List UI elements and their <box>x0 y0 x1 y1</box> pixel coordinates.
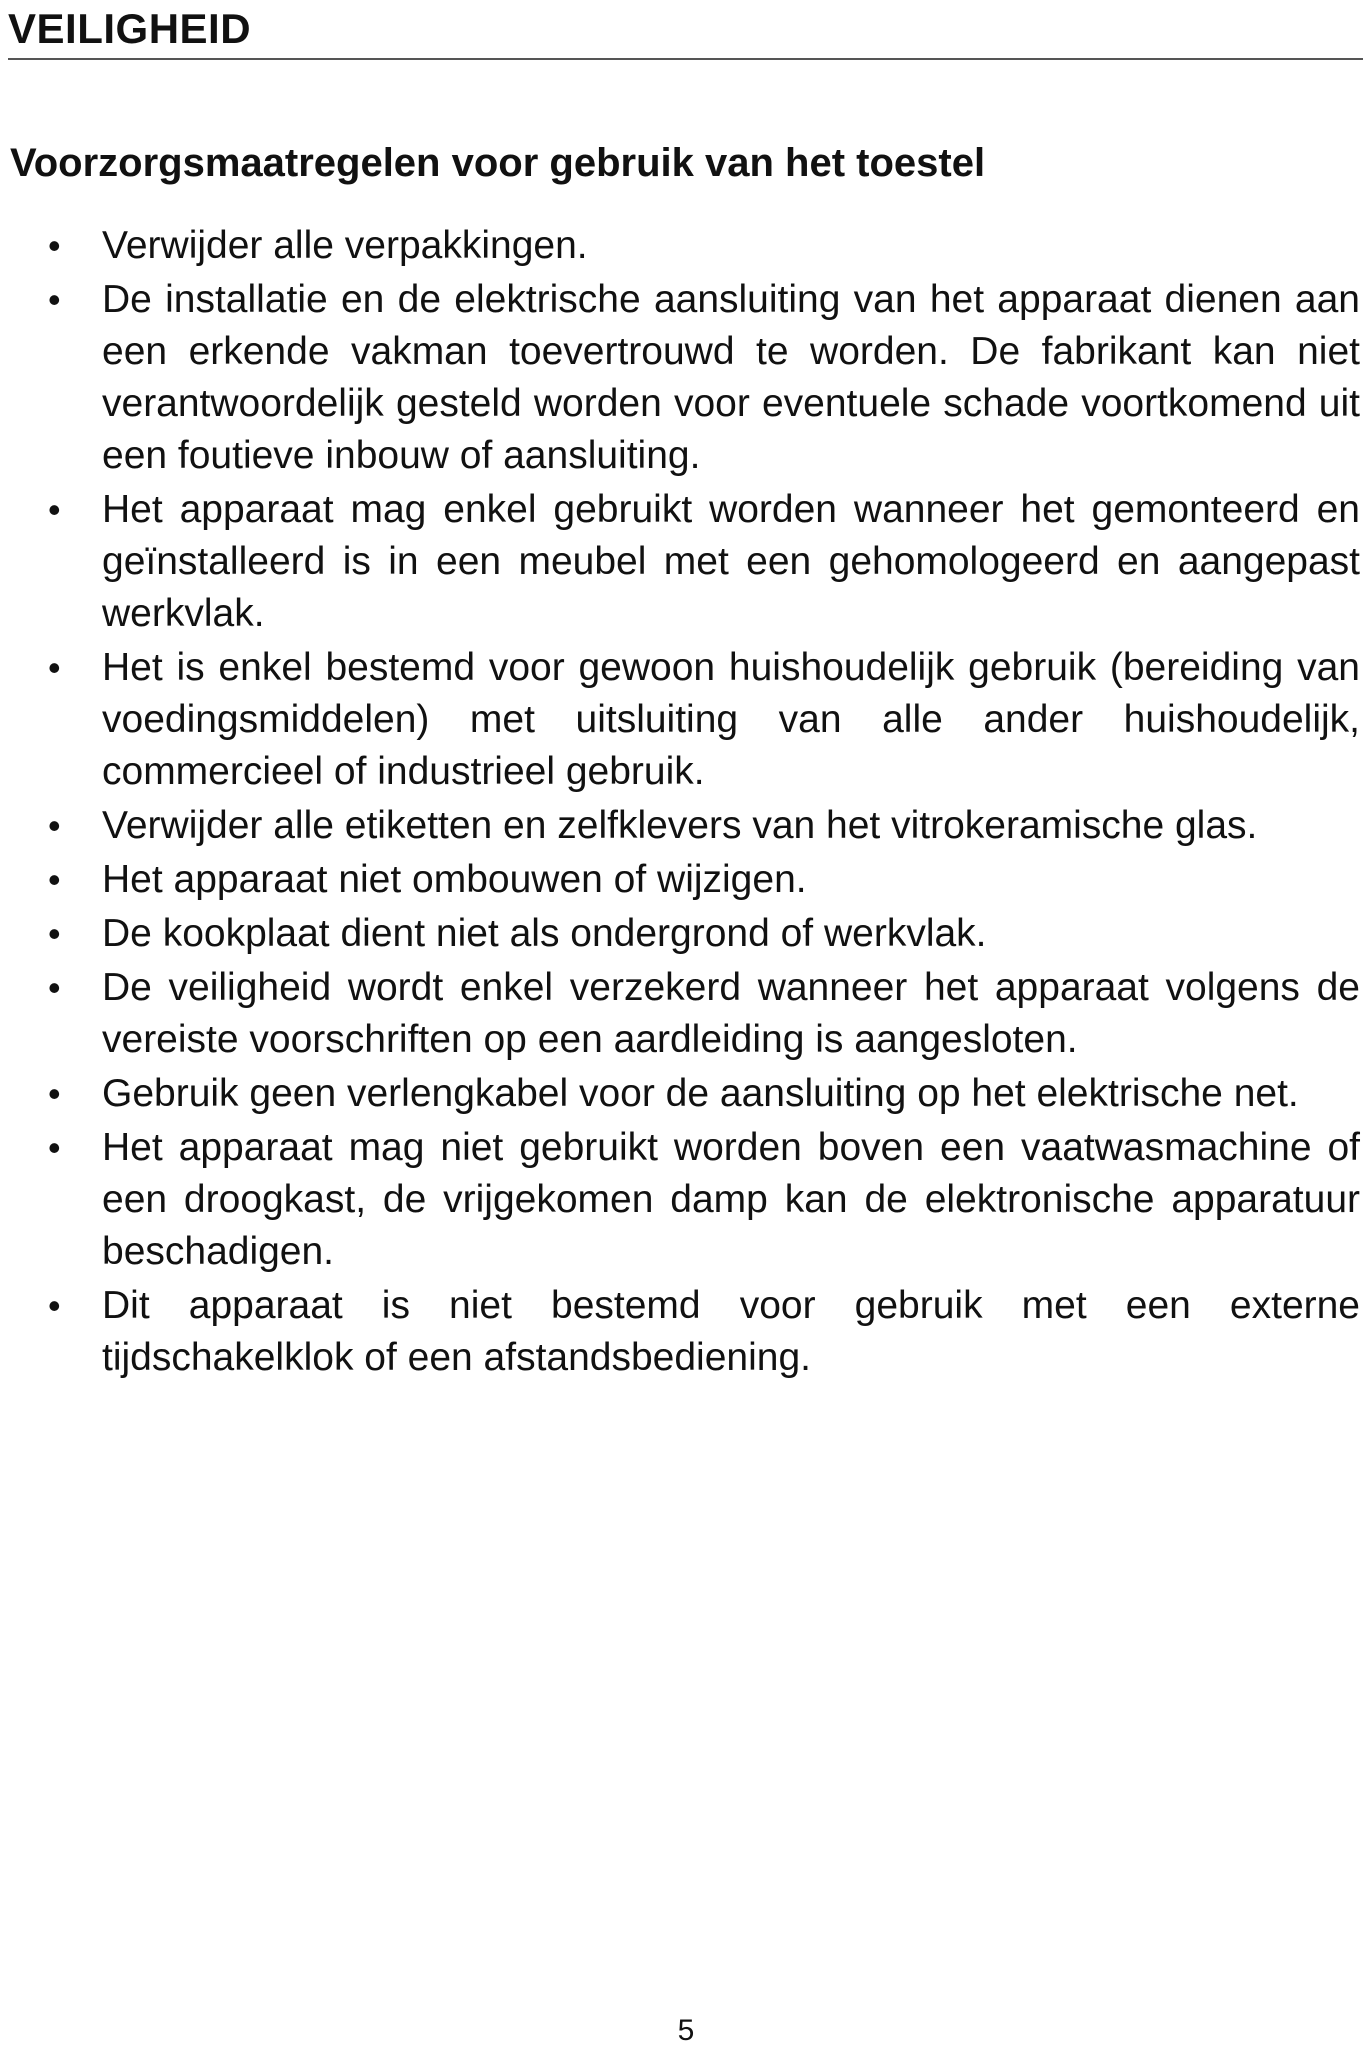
bullet-icon: • <box>48 489 61 530</box>
list-item <box>48 854 1360 906</box>
list-item <box>48 484 1360 640</box>
bullet-icon: • <box>48 1285 61 1326</box>
page-number: 5 <box>677 2014 695 2047</box>
list-item <box>48 1122 1360 1278</box>
list-item <box>48 1280 1360 1384</box>
bullet-icon: • <box>48 1073 61 1114</box>
list-item <box>48 642 1360 798</box>
list-item <box>48 274 1360 482</box>
list-item <box>48 962 1360 1066</box>
list-item <box>48 908 1360 960</box>
list-item-text: De veiligheid wordt enkel verzekerd wanneer het apparaat volgens de vereiste voorschriften op een aardleiding is aangesloten. <box>102 966 1360 1061</box>
page-title: VEILIGHEID <box>8 5 252 52</box>
list-item-text: Dit apparaat is niet bestemd voor gebruik met een externe tijdschakelklok of een afstandsbediening. <box>102 1284 1360 1379</box>
bullet-icon: • <box>48 279 61 320</box>
list-item-text: Het is enkel bestemd voor gewoon huishoudelijk gebruik (bereiding van voedingsmiddelen) met uitsluiting van alle ander huishoudelijk, commercieel of industrieel gebruik. <box>102 646 1360 793</box>
list-item-text: Het apparaat mag niet gebruikt worden boven een vaatwasmachine of een droogkast, de vrijgekomen damp kan de elektronische apparatuur beschadigen. <box>102 1126 1360 1273</box>
bullet-icon: • <box>48 913 61 954</box>
bullet-icon: • <box>48 1127 61 1168</box>
list-item <box>48 220 1360 272</box>
list-item-text: De kookplaat dient niet als ondergrond of werkvlak. <box>102 912 987 955</box>
bullet-icon: • <box>48 859 61 900</box>
bullet-icon: • <box>48 647 61 688</box>
list-item-text: De installatie en de elektrische aansluiting van het apparaat dienen aan een erkende vakman toevertrouwd te worden. De fabrikant kan niet verantwoordelijk gesteld worden voor eventuele schade voortkomend uit een foutieve inbouw of aansluiting. <box>102 278 1360 477</box>
precautions-list <box>48 220 1370 1386</box>
bullet-icon: • <box>48 805 61 846</box>
list-item <box>48 1068 1360 1120</box>
section-title: Voorzorgsmaatregelen voor gebruik van het toestel <box>10 141 986 185</box>
list-item-text: Het apparaat mag enkel gebruikt worden wanneer het gemonteerd en geïnstalleerd is in een meubel met een gehomologeerd en aangepast werkvlak. <box>102 488 1360 635</box>
bullet-icon: • <box>48 967 61 1008</box>
list-item <box>48 800 1360 852</box>
list-item-text: Gebruik geen verlengkabel voor de aansluiting op het elektrische net. <box>102 1072 1299 1115</box>
page-header <box>8 4 1363 60</box>
list-item-text: Verwijder alle verpakkingen. <box>102 224 588 267</box>
bullet-icon: • <box>48 225 61 266</box>
list-item-text: Verwijder alle etiketten en zelfklevers van het vitrokeramische glas. <box>102 804 1258 847</box>
list-item-text: Het apparaat niet ombouwen of wijzigen. <box>102 858 807 901</box>
